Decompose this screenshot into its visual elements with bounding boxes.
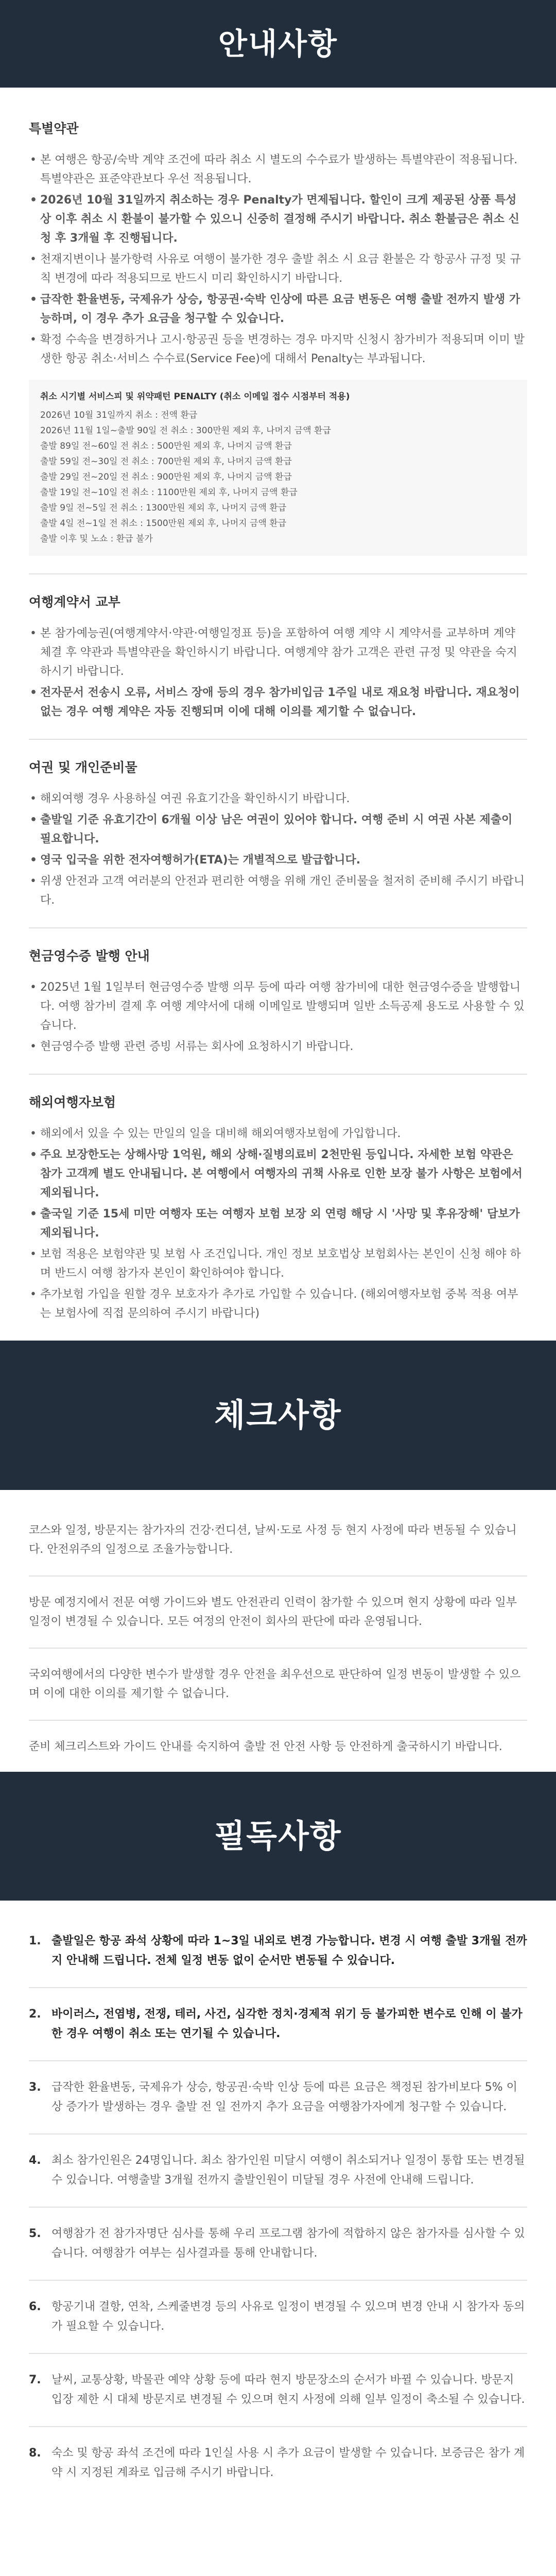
guide-header <box>0 0 556 88</box>
list-item <box>29 2005 527 2044</box>
refund-table <box>29 380 527 556</box>
refund-row: 출발 이후 및 노쇼 : 환급 불가 <box>40 534 153 544</box>
list-item <box>29 1931 527 1971</box>
list-item <box>29 2078 527 2117</box>
list-item: • 해외여행 경우 사용하실 여권 유효기간을 확인하시기 바랍니다. <box>29 789 527 808</box>
item-text: 출발일은 항공 좌석 상황에 따라 1~3일 내외로 변경 가능합니다. 변경 시 여행 출발 3개월 전까지 안내해 드립니다. 전체 일정 변동 없이 순서만 변동될 수 있습니다. <box>51 1935 527 1967</box>
guide-content <box>0 88 556 1341</box>
check-item: 국외여행에서의 다양한 변수가 발생할 경우 안전을 최우선으로 판단하여 일정 변동이 발생할 수 있으며 이에 대한 이의를 제기할 수 없습니다. <box>29 1668 521 1700</box>
list-item <box>29 2370 527 2410</box>
must-header <box>0 1772 556 1901</box>
check-header <box>0 1341 556 1490</box>
cash-title: 현금영수증 발행 안내 <box>29 948 150 963</box>
refund-row: 출발 29일 전~20일 전 취소 : 900만원 제외 후, 나머지 금액 환급 <box>40 472 292 482</box>
passport-title: 여권 및 개인준비물 <box>29 760 137 775</box>
item-text: 바이러스, 전염병, 전쟁, 테러, 사건, 심각한 정치·경제적 위기 등 불가피한 변수로 인해 이 불가한 경우 여행이 취소 또는 연기될 수 있습니다. <box>51 2008 523 2040</box>
must-content <box>0 1901 556 2498</box>
divider <box>29 2426 527 2427</box>
special-title: 특별약관 <box>29 121 79 136</box>
divider <box>29 1648 527 1649</box>
list-item: • 확정 수속을 변경하거나 고시·항공권 등을 변경하는 경우 마지막 신청시 참가비가 적용되며 이미 발생한 항공 취소·서비스 수수료(Service Fee)에 대해서 Penalty는 부과됩니다. <box>29 330 527 368</box>
list-item: • 추가보험 가입을 원할 경우 보호자가 추가로 가입할 수 있습니다. (해외여행자보험 중복 적용 여부는 보험사에 직접 문의하여 주시기 바랍니다) <box>29 1285 527 1323</box>
item-number: 4. <box>29 2154 41 2167</box>
item-text: 급작한 환율변동, 국제유가 상승, 항공권·숙박 인상 등에 따른 요금은 책정된 참가비보다 5% 이상 증가가 발생하는 경우 출발 전 일 전까지 추가 요금을 여행참가자에게 청구할 수 있습니다. <box>51 2081 517 2113</box>
divider <box>29 1074 527 1075</box>
item-text: 날씨, 교통상황, 박물관 예약 상황 등에 따라 현지 방문장소의 순서가 바뀔 수 있습니다. 방문지 입장 제한 시 대체 방문지로 변경될 수 있으며 현지 사정에 의해 일부 일정이 축소될 수 있습니다. <box>51 2374 525 2406</box>
item-text: 여행참가 전 참가자명단 심사를 통해 우리 프로그램 참가에 적합하지 않은 참가자를 심사할 수 있습니다. 여행참가 여부는 심사결과를 통해 안내합니다. <box>51 2227 525 2260</box>
cash-list <box>29 978 527 1056</box>
divider <box>29 1575 527 1577</box>
list-item: • 영국 입국을 위한 전자여행허가(ETA)는 개별적으로 발급합니다. <box>29 851 527 870</box>
list-item: • 위생 안전과 고객 여러분의 안전과 편리한 여행을 위해 개인 준비물을 철저히 준비해 주시기 바랍니다. <box>29 872 527 910</box>
divider <box>29 1720 527 1721</box>
refund-row: 출발 4일 전~1일 전 취소 : 1500만원 제외 후, 나머지 금액 환급 <box>40 518 287 529</box>
guide-title: 안내사항 <box>218 26 338 61</box>
list-item: • 주요 보장한도는 상해사망 1억원, 해외 상해·질병의료비 2천만원 등입니다. 자세한 보험 약관은 참가 고객께 별도 안내됩니다. 본 여행에서 여행자의 귀책 사유로 인한 보장 불가 사항은 보험에서 제외됩니다. <box>29 1145 527 1202</box>
list-item <box>29 2297 527 2336</box>
check-title: 체크사항 <box>214 1396 342 1434</box>
insurance-title: 해외여행자보험 <box>29 1095 116 1110</box>
list-item: • 2025년 1월 1일부터 현금영수증 발행 의무 등에 따라 여행 참가비에 대한 현금영수증을 발행합니다. 여행 참가비 결제 후 여행 계약서에 대해 이메일로 발행되며 일반 소득공제 용도로 사용할 수 있습니다. <box>29 978 527 1035</box>
list-item: • 현금영수증 발행 관련 증빙 서류는 회사에 요청하시기 바랍니다. <box>29 1037 527 1056</box>
list-item: • 보험 적용은 보험약관 및 보험 사 조건입니다. 개인 정보 보호법상 보험회사는 본인이 신청 해야 하며 반드시 여행 참가자 본인이 확인하여야 합니다. <box>29 1245 527 1283</box>
insurance-list <box>29 1124 527 1323</box>
must-title: 필독사항 <box>214 1817 342 1855</box>
list-item: • 출발일 기준 유효기간이 6개월 이상 남은 여권이 있어야 합니다. 여행 준비 시 여권 사본 제출이 필요합니다. <box>29 810 527 849</box>
divider <box>29 573 527 574</box>
refund-row: 2026년 11월 1일~출발 90일 전 취소 : 300만원 제외 후, 나머지 금액 환급 <box>40 426 331 436</box>
divider <box>29 739 527 740</box>
refund-row: 출발 89일 전~60일 전 취소 : 500만원 제외 후, 나머지 금액 환급 <box>40 441 292 451</box>
check-item: 준비 체크리스트와 가이드 안내를 숙지하여 출발 전 안전 사항 등 안전하게 출국하시기 바랍니다. <box>29 1740 502 1753</box>
item-text: 최소 참가인원은 24명입니다. 최소 참가인원 미달시 여행이 취소되거나 일정이 통합 또는 변경될 수 있습니다. 여행출발 3개월 전까지 출발인원이 미달될 경우 사전에 안내해 드립니다. <box>51 2154 525 2187</box>
item-number: 7. <box>29 2374 41 2386</box>
item-text: 항공기내 결항, 연착, 스케줄변경 등의 사유로 일정이 변경될 수 있으며 변경 안내 시 참가자 동의가 필요할 수 있습니다. <box>51 2300 525 2333</box>
check-item: 코스와 일정, 방문지는 참가자의 건강·컨디션, 날씨·도로 사정 등 현지 사정에 따라 변동될 수 있습니다. 안전위주의 일정으로 조율가능합니다. <box>29 1524 517 1556</box>
refund-row: 출발 19일 전~10일 전 취소 : 1100만원 제외 후, 나머지 금액 환급 <box>40 487 298 498</box>
item-number: 8. <box>29 2447 41 2460</box>
list-item: • 해외에서 있을 수 있는 만일의 일을 대비해 해외여행자보험에 가입합니다. <box>29 1124 527 1143</box>
item-number: 3. <box>29 2081 41 2094</box>
list-item <box>29 2151 527 2190</box>
divider <box>29 2353 527 2354</box>
list-item: • 천재지변이나 불가항력 사유로 여행이 불가한 경우 출발 취소 시 요금 환불은 각 항공사 규정 및 규칙 변경에 따라 적용되므로 반드시 미리 확인하시기 바랍니다. <box>29 250 527 288</box>
list-item: • 본 여행은 항공/숙박 계약 조건에 따라 취소 시 별도의 수수료가 발생하는 특별약관이 적용됩니다. 특별약관은 표준약관보다 우선 적용됩니다. <box>29 150 527 189</box>
list-item: • 2026년 10월 31일까지 취소하는 경우 Penalty가 면제됩니다. 할인이 크게 제공된 상품 특성상 이후 취소 시 환불이 불가할 수 있으니 신중히 결정해 주시기 바랍니다. 취소 환불금은 취소 신청 후 3개월 후 진행됩니다. <box>29 191 527 248</box>
refund-title: 취소 시기별 서비스피 및 위약패턴 PENALTY (취소 이메일 접수 시점부터 적용) <box>40 392 350 402</box>
check-content <box>0 1490 556 1772</box>
check-item: 방문 예정지에서 전문 여행 가이드와 별도 안전관리 인력이 참가할 수 있으며 현지 상황에 따라 일부 일정이 변경될 수 있습니다. 모든 여정의 안전이 회사의 판단에 따라 운영됩니다. <box>29 1596 517 1628</box>
passport-list <box>29 789 527 910</box>
list-item <box>29 2224 527 2263</box>
list-item: • 출국일 기준 15세 미만 여행자 또는 여행자 보험 보장 외 연령 해당 시 '사망 및 후유장해' 담보가 제외됩니다. <box>29 1205 527 1243</box>
refund-row: 2026년 10월 31일까지 취소 : 전액 환급 <box>40 410 198 420</box>
contract-list <box>29 624 527 721</box>
refund-row: 출발 59일 전~30일 전 취소 : 700만원 제외 후, 나머지 금액 환급 <box>40 456 292 467</box>
refund-row: 출발 9일 전~5일 전 취소 : 1300만원 제외 후, 나머지 금액 환급 <box>40 503 287 513</box>
list-item: • 본 참가예능권(여행계약서·약관·여행일정표 등)을 포함하여 여행 계약 시 계약서를 교부하며 계약 체결 후 약관과 특별약관을 확인하시기 바랍니다. 여행계약 참가 고객은 관련 규정 및 약관을 숙지하시기 바랍니다. <box>29 624 527 681</box>
item-text: 숙소 및 항공 좌석 조건에 따라 1인실 사용 시 추가 요금이 발생할 수 있습니다. 보증금은 참가 계약 시 지정된 계좌로 입금해 주시기 바랍니다. <box>51 2447 525 2479</box>
divider <box>29 2280 527 2281</box>
item-number: 5. <box>29 2227 41 2240</box>
item-number: 2. <box>29 2008 41 2021</box>
divider <box>29 2133 527 2134</box>
divider <box>29 2207 527 2208</box>
divider <box>29 927 527 928</box>
must-list <box>29 1931 527 2483</box>
list-item: • 전자문서 전송시 오류, 서비스 장애 등의 경우 참가비입금 1주일 내로 재요청 바랍니다. 재요청이 없는 경우 여행 계약은 자동 진행되며 이에 대해 이의를 제기할 수 없습니다. <box>29 683 527 721</box>
divider <box>29 2060 527 2061</box>
divider <box>29 1987 527 1988</box>
contract-title: 여행계약서 교부 <box>29 595 120 609</box>
list-item: • 급작한 환율변동, 국제유가 상승, 항공권·숙박 인상에 따른 요금 변동은 여행 출발 전까지 발생 가능하며, 이 경우 추가 요금을 청구할 수 있습니다. <box>29 290 527 328</box>
item-number: 1. <box>29 1935 41 1947</box>
list-item <box>29 2444 527 2483</box>
special-list <box>29 150 527 368</box>
item-number: 6. <box>29 2300 41 2313</box>
